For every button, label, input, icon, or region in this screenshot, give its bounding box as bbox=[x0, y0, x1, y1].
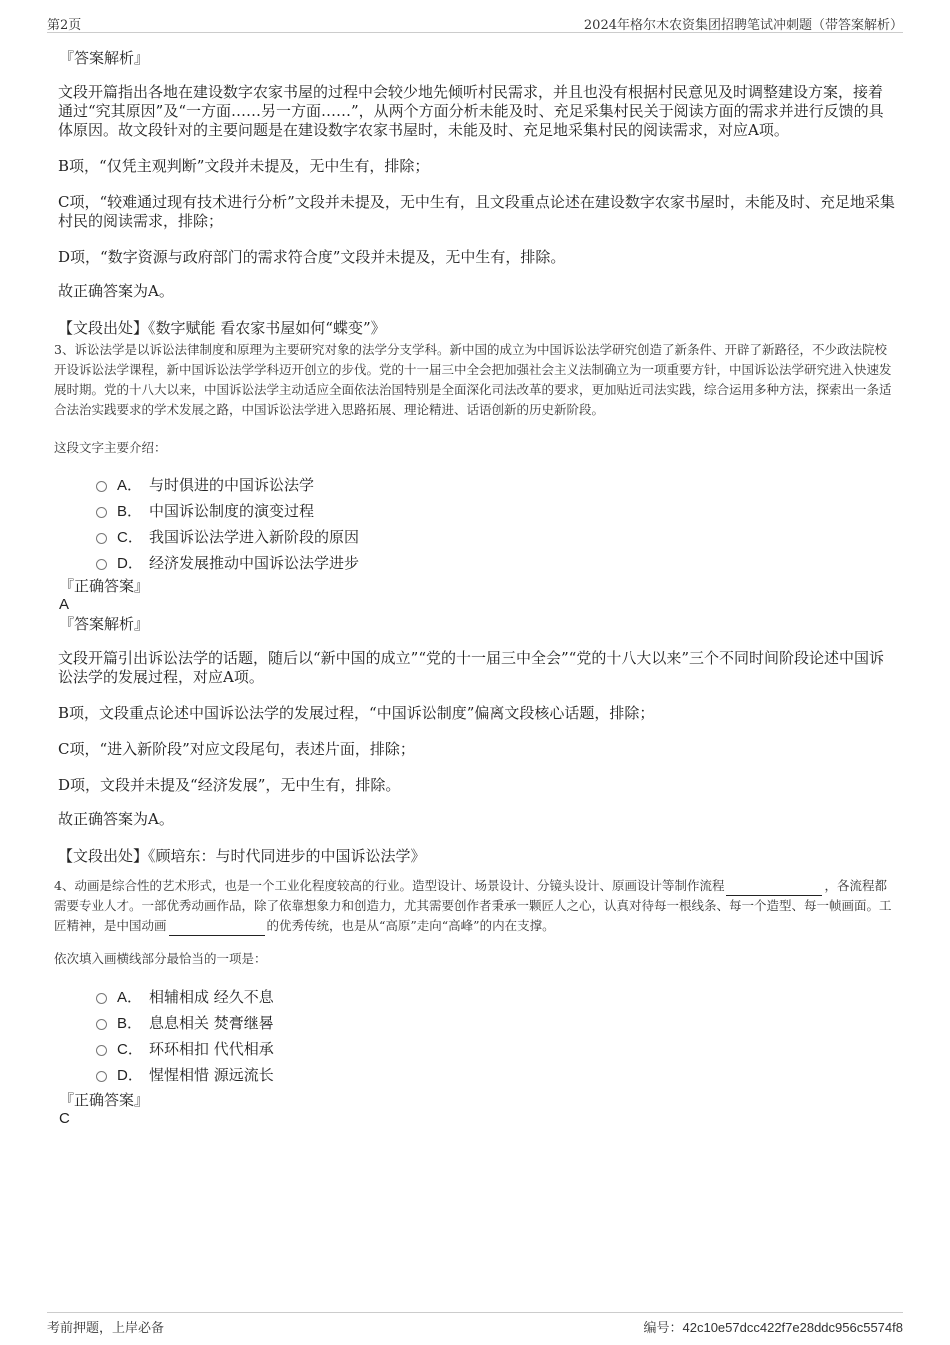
question-3-options bbox=[96, 471, 896, 575]
option-d[interactable]: D． 经济发展推动中国诉讼法学进步 bbox=[96, 549, 896, 575]
analysis-label: 『答案解析』 bbox=[59, 615, 150, 633]
fill-blank-1 bbox=[726, 881, 822, 896]
option-b[interactable]: B． 息息相关 焚膏继晷 bbox=[96, 1009, 896, 1035]
correct-answer-label: 『正确答案』 bbox=[59, 1091, 150, 1109]
page-footer bbox=[47, 1312, 903, 1337]
analysis-conclusion: 故正确答案为A。 bbox=[58, 282, 174, 300]
analysis-paragraph: 文段开篇引出诉讼法学的话题，随后以“新中国的成立”“党的十一届三中全会”“党的十八大以来”三个不同时间阶段论述中国诉讼法学的发展过程，对应A项。 bbox=[58, 649, 885, 686]
question-4-prompt: 依次填入画横线部分最恰当的一项是： bbox=[54, 951, 267, 966]
text-source: 【文段出处】《顾培东：与时代同进步的中国诉讼法学》 bbox=[58, 847, 426, 865]
radio-icon[interactable] bbox=[96, 533, 107, 544]
text-source: 【文段出处】《数字赋能 看农家书屋如何“蝶变”》 bbox=[58, 319, 386, 337]
question-3-prompt: 这段文字主要介绍： bbox=[54, 440, 167, 455]
page-number: 第2页 bbox=[47, 18, 82, 33]
radio-icon[interactable] bbox=[96, 507, 107, 518]
document-code: 编号：42c10e57dcc422f7e28ddc956c5574f8 bbox=[643, 1320, 903, 1336]
analysis-option-b: B项，文段重点论述中国诉讼法学的发展过程，“中国诉讼制度”偏离文段核心话题，排除； bbox=[58, 704, 655, 722]
question-4-stem: 4、动画是综合性的艺术形式，也是一个工业化程度较高的行业。造型设计、场景设计、分镜头设计、原画设计等制作流程 ，各流程都需要专业人才。一部优秀动画作品，除了依靠想象力和创造力，尤其需要创作者秉承一颗匠人之心，认真对待每一根线条、每一个造型、每一帧画面。工匠精神，是中国动画 的优秀传统，也是从“高原”走向“高峰”的内在支撑。 bbox=[54, 876, 896, 936]
radio-icon[interactable] bbox=[96, 1071, 107, 1082]
radio-icon[interactable] bbox=[96, 1019, 107, 1030]
fill-blank-2 bbox=[169, 921, 265, 936]
page-header bbox=[47, 12, 903, 33]
analysis-conclusion: 故正确答案为A。 bbox=[58, 810, 174, 828]
radio-icon[interactable] bbox=[96, 993, 107, 1004]
radio-icon[interactable] bbox=[96, 1045, 107, 1056]
footer-slogan: 考前押题，上岸必备 bbox=[47, 1321, 165, 1336]
correct-answer-label: 『正确答案』 bbox=[59, 577, 150, 595]
analysis-label: 『答案解析』 bbox=[59, 49, 150, 67]
option-d[interactable]: D． 惺惺相惜 源远流长 bbox=[96, 1061, 896, 1087]
option-b[interactable]: B． 中国诉讼制度的演变过程 bbox=[96, 497, 896, 523]
option-a[interactable]: A． 与时俱进的中国诉讼法学 bbox=[96, 471, 896, 497]
analysis-paragraph: 文段开篇指出各地在建设数字农家书屋的过程中会较少地先倾听村民需求，并且也没有根据村民意见及时调整建设方案，接着通过“究其原因”及“一方面……另一方面……”，从两个方面分析未能及时、充足采集村民关于阅读方面的需求并进行反馈的具体原因。故文段针对的主要问题是在建设数字农家书屋时，未能及时、充足地采集村民的阅读需求，对应A项。 bbox=[58, 83, 884, 139]
correct-answer: A bbox=[59, 596, 70, 613]
option-a[interactable]: A． 相辅相成 经久不息 bbox=[96, 983, 896, 1009]
radio-icon[interactable] bbox=[96, 559, 107, 570]
analysis-option-d: D项，“数字资源与政府部门的需求符合度”文段并未提及，无中生有，排除。 bbox=[58, 248, 566, 266]
analysis-option-b: B项，“仅凭主观判断”文段并未提及，无中生有，排除； bbox=[58, 157, 430, 175]
question-3-stem: 3、诉讼法学是以诉讼法律制度和原理为主要研究对象的法学分支学科。新中国的成立为中国诉讼法学研究创造了新条件、开辟了新路径，不少政法院校开设诉讼法学课程，新中国诉讼法学学科迈开创立的步伐。党的十一届三中全会把加强社会主义法制确立为一项重要方针，中国诉讼法学研究进入快速发展时期。党的十八大以来，中国诉讼法学主动适应全面依法治国特别是全面深化司法改革的要求，更加贴近司法实践，综合运用多种方法，探索出一条适合法治实践要求的学术发展之路，中国诉讼法学进入思路拓展、理论精进、话语创新的历史新阶段。 bbox=[54, 342, 892, 417]
correct-answer: C bbox=[59, 1110, 70, 1127]
document-title: 2024年格尔木农资集团招聘笔试冲刺题（带答案解析） bbox=[583, 18, 903, 33]
page-content bbox=[56, 44, 896, 1127]
question-4-options bbox=[96, 983, 896, 1087]
radio-icon[interactable] bbox=[96, 481, 107, 492]
option-c[interactable]: C． 环环相扣 代代相承 bbox=[96, 1035, 896, 1061]
option-c[interactable]: C． 我国诉讼法学进入新阶段的原因 bbox=[96, 523, 896, 549]
analysis-option-c: C项，“较难通过现有技术进行分析”文段并未提及，无中生有，且文段重点论述在建设数字农家书屋时，未能及时、充足地采集村民的阅读需求，排除； bbox=[58, 193, 895, 230]
analysis-option-d: D项，文段并未提及“经济发展”，无中生有，排除。 bbox=[58, 776, 401, 794]
analysis-option-c: C项，“进入新阶段”对应文段尾句，表述片面，排除； bbox=[58, 740, 415, 758]
